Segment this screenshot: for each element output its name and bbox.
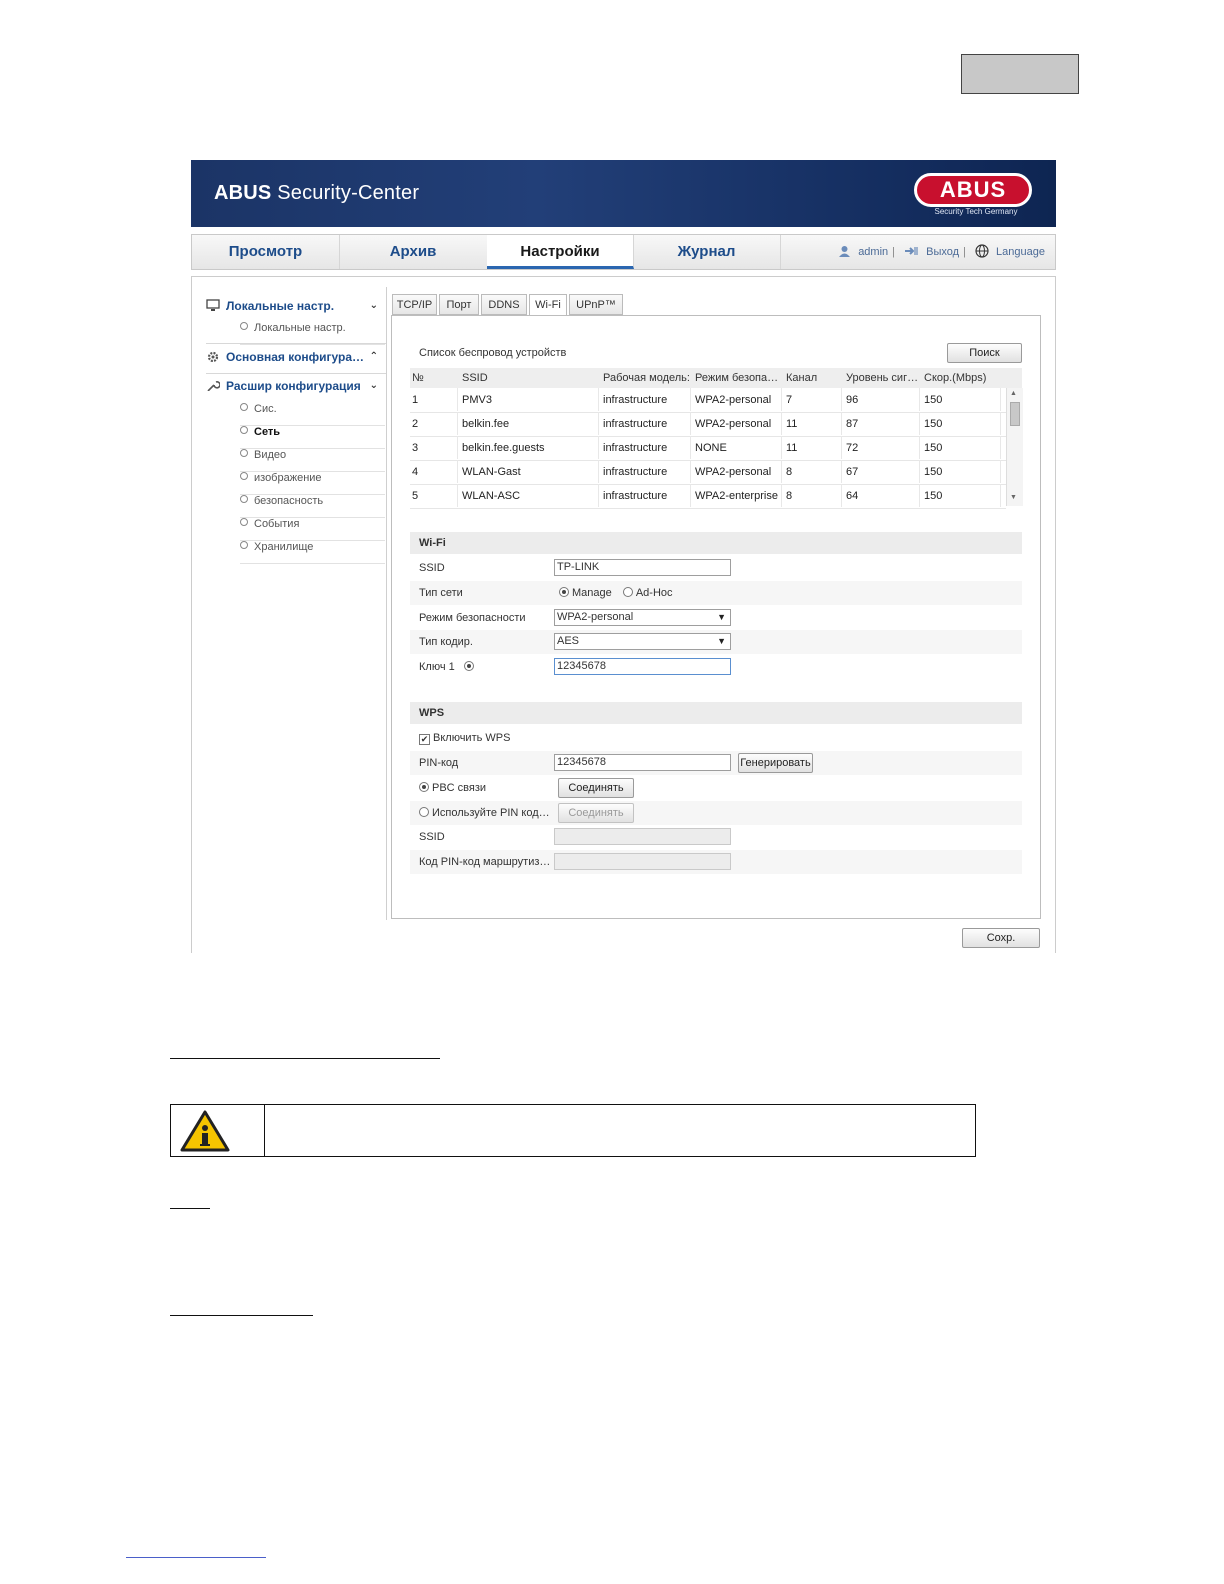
column-divider — [690, 412, 691, 435]
logout-icon — [904, 246, 919, 256]
column-divider — [690, 484, 691, 507]
network-type-row — [410, 581, 1022, 605]
column-divider — [457, 388, 458, 411]
column-divider — [457, 436, 458, 459]
table-cell: 8 — [786, 466, 793, 478]
wrench-icon — [206, 379, 220, 391]
globe-icon — [975, 244, 989, 258]
table-cell: 1 — [412, 394, 419, 406]
checkbox-checked-icon[interactable]: ✔ — [420, 734, 429, 744]
heading-underline — [170, 1208, 210, 1209]
user-area: admin | Выход | Language — [838, 235, 1045, 269]
column-divider — [781, 412, 782, 435]
chevron-up-icon[interactable]: ⌃ — [369, 351, 378, 362]
nav-tab-archive[interactable]: Архив — [339, 235, 488, 269]
wireless-list-scrollbar[interactable] — [1006, 388, 1023, 506]
sidebar-divider — [206, 373, 386, 374]
column-header[interactable]: Скор.(Mbps) — [924, 372, 987, 384]
table-row[interactable] — [410, 460, 1006, 485]
tab-upnp[interactable]: UPnP™ — [569, 294, 623, 315]
column-divider — [919, 412, 920, 435]
table-cell: 150 — [924, 466, 943, 478]
tab-port[interactable]: Порт — [439, 294, 479, 315]
router-pin-label: Код PIN-код маршрутиз… — [419, 856, 551, 868]
wps-section-header: WPS — [410, 702, 1022, 724]
column-header[interactable]: Канал — [786, 372, 818, 384]
column-divider — [1000, 388, 1001, 411]
column-divider — [841, 412, 842, 435]
table-row[interactable] — [410, 388, 1006, 413]
pbc-radio-group: PBC связи — [419, 782, 486, 794]
table-cell: 96 — [846, 394, 859, 406]
nav-tab-log[interactable]: Журнал — [633, 235, 781, 269]
column-divider — [781, 484, 782, 507]
wps-ssid-label: SSID — [419, 831, 445, 843]
wps-ssid-input[interactable] — [554, 828, 731, 845]
sidebar-item-video[interactable]: Видео — [240, 449, 385, 472]
router-pin-input[interactable] — [554, 853, 731, 870]
nav-tab-live[interactable]: Просмотр — [192, 235, 340, 269]
sidebar-item-events[interactable]: События — [240, 518, 385, 541]
radio-adhoc-label: Ad-Hoc — [635, 587, 673, 599]
radio-manage-label: Manage — [572, 587, 612, 599]
column-divider — [690, 460, 691, 483]
table-cell: infrastructure — [603, 442, 668, 454]
bullet-icon — [240, 495, 248, 503]
bullet-icon — [240, 518, 248, 526]
table-cell: 64 — [846, 490, 859, 502]
bullet-icon — [240, 449, 248, 457]
column-divider — [919, 484, 920, 507]
content-area — [191, 276, 1056, 953]
dropdown-arrow-icon: ▼ — [717, 636, 726, 646]
bullet-icon — [240, 426, 248, 434]
language-link[interactable]: Language — [996, 246, 1045, 258]
encryption-type-select[interactable]: AES ▼ — [554, 633, 731, 650]
table-cell: infrastructure — [603, 490, 668, 502]
page-label-box — [961, 54, 1079, 94]
app-screenshot — [191, 160, 1056, 953]
table-cell: 5 — [412, 490, 419, 502]
scroll-down-icon[interactable]: ▼ — [1010, 494, 1017, 501]
column-divider — [457, 412, 458, 435]
column-header[interactable]: Рабочая модель: — [603, 372, 690, 384]
tab-tcpip[interactable]: TCP/IP — [392, 294, 437, 315]
table-cell: infrastructure — [603, 466, 668, 478]
enable-wps-checkbox[interactable]: ✔ Включить WPS — [420, 732, 511, 744]
column-divider — [1000, 460, 1001, 483]
security-mode-row — [410, 606, 1022, 630]
chevron-down-icon[interactable]: ⌄ — [369, 380, 378, 391]
column-divider — [919, 460, 920, 483]
sidebar-item-image[interactable]: изображение — [240, 472, 385, 495]
sidebar-item-network[interactable]: Сеть — [240, 426, 385, 449]
pbc-row — [410, 776, 1022, 800]
column-divider — [598, 484, 599, 507]
sidebar-divider — [206, 343, 386, 344]
save-button[interactable]: Сохр. — [962, 928, 1040, 948]
monitor-icon — [206, 299, 220, 311]
main-nav — [191, 234, 1056, 270]
column-divider — [841, 436, 842, 459]
column-divider — [598, 436, 599, 459]
wireless-list-header — [410, 368, 1022, 388]
column-divider — [690, 436, 691, 459]
gear-icon — [206, 350, 220, 362]
table-row[interactable] — [410, 436, 1006, 461]
table-cell: 8 — [786, 490, 793, 502]
table-cell: WPA2-enterprise — [695, 490, 778, 502]
sidebar-item-local-settings[interactable]: Локальные настр. — [240, 322, 385, 345]
table-cell: NONE — [695, 442, 727, 454]
table-cell: 67 — [846, 466, 859, 478]
table-cell: 4 — [412, 466, 419, 478]
column-divider — [781, 436, 782, 459]
table-cell: PMV3 — [462, 394, 492, 406]
table-cell: belkin.fee — [462, 418, 510, 430]
sidebar-section-basic[interactable]: Основная конфигура… ⌃ — [206, 350, 384, 372]
use-pin-radio[interactable] — [419, 807, 429, 817]
pin-label: PIN-код — [419, 757, 459, 769]
table-cell: WPA2-personal — [695, 418, 772, 430]
column-divider — [598, 460, 599, 483]
table-cell: belkin.fee.guests — [462, 442, 545, 454]
column-divider — [1000, 412, 1001, 435]
network-type-label: Тип сети — [419, 587, 463, 599]
table-cell: WLAN-Gast — [462, 466, 521, 478]
ssid-input[interactable]: TP-LINK — [554, 559, 731, 576]
username-link[interactable]: admin — [858, 246, 889, 258]
table-cell: 2 — [412, 418, 419, 430]
bullet-icon — [240, 472, 248, 480]
chevron-down-icon[interactable]: ⌄ — [369, 300, 378, 311]
scrollbar-thumb[interactable] — [1010, 402, 1020, 426]
pin-connect-button[interactable]: Соединять — [558, 803, 634, 823]
heading-underline — [170, 1058, 440, 1059]
pin-row — [410, 751, 1022, 775]
column-divider — [919, 436, 920, 459]
table-cell: WPA2-personal — [695, 466, 772, 478]
table-cell: 150 — [924, 418, 943, 430]
table-cell: 150 — [924, 394, 943, 406]
column-divider — [598, 388, 599, 411]
bullet-icon — [240, 541, 248, 549]
user-icon — [838, 245, 851, 257]
column-divider — [841, 460, 842, 483]
logout-link[interactable]: Выход — [926, 246, 960, 258]
key-label: Ключ 1 — [419, 661, 477, 673]
column-divider — [919, 388, 920, 411]
sidebar-item-system[interactable]: Сис. — [240, 403, 385, 426]
info-box-divider — [264, 1105, 265, 1156]
sidebar-item-storage[interactable]: Хранилище — [240, 541, 385, 564]
column-divider — [841, 388, 842, 411]
use-pin-radio-group: Используйте PIN код… — [419, 807, 550, 819]
abus-logo: ABUS — [914, 173, 1032, 207]
table-cell: 150 — [924, 442, 943, 454]
sidebar-item-security[interactable]: безопасность — [240, 495, 385, 518]
enable-wps-row — [410, 726, 1022, 750]
pbc-connect-button[interactable]: Соединять — [558, 778, 634, 798]
security-mode-select[interactable]: WPA2-personal ▼ — [554, 609, 731, 626]
table-cell: WLAN-ASC — [462, 490, 521, 502]
search-button[interactable]: Поиск — [947, 343, 1022, 363]
wps-ssid-row — [410, 825, 1022, 849]
table-cell: 150 — [924, 490, 943, 502]
footer-link-underline — [126, 1557, 266, 1558]
generate-button[interactable]: Генерировать — [738, 753, 813, 773]
column-header[interactable]: SSID — [462, 372, 488, 384]
table-cell: 11 — [786, 442, 798, 454]
ssid-label: SSID — [419, 562, 445, 574]
app-title: ABUS Security-Center — [214, 182, 420, 204]
nav-tab-settings[interactable]: Настройки — [487, 235, 634, 269]
table-cell: 11 — [786, 418, 798, 430]
pbc-radio[interactable] — [419, 782, 429, 792]
column-header[interactable]: Уровень сиг… — [846, 372, 919, 384]
column-divider — [841, 484, 842, 507]
pin-input[interactable]: 12345678 — [554, 754, 731, 771]
key-input[interactable]: 12345678 — [554, 658, 731, 675]
dropdown-arrow-icon: ▼ — [717, 612, 726, 622]
use-pin-row — [410, 801, 1022, 825]
table-cell: infrastructure — [603, 394, 668, 406]
table-cell: 7 — [786, 394, 793, 406]
wireless-list-title: Список беспровод устройств — [419, 347, 567, 359]
radio-adhoc[interactable] — [623, 587, 633, 597]
router-pin-row — [410, 850, 1022, 874]
info-box — [170, 1104, 976, 1157]
bullet-icon — [240, 403, 248, 411]
table-cell: infrastructure — [603, 418, 668, 430]
wifi-section-header: Wi-Fi — [410, 532, 1022, 554]
column-divider — [598, 412, 599, 435]
wifi-panel — [391, 315, 1041, 919]
table-row[interactable] — [410, 484, 1006, 509]
table-cell: WPA2-personal — [695, 394, 772, 406]
ssid-row — [410, 556, 1022, 580]
column-divider — [781, 460, 782, 483]
column-divider — [457, 484, 458, 507]
table-cell: 72 — [846, 442, 859, 454]
table-row[interactable] — [410, 412, 1006, 437]
info-warning-icon — [179, 1109, 231, 1153]
encryption-type-label: Тип кодир. — [419, 636, 473, 648]
logo-tagline: Security Tech Germany — [934, 207, 1018, 216]
radio-manage[interactable] — [559, 587, 569, 597]
header-banner — [191, 160, 1056, 227]
sidebar-section-local[interactable]: Локальные настр. ⌄ — [206, 299, 384, 321]
key-row — [410, 655, 1022, 679]
column-divider — [457, 460, 458, 483]
column-divider — [781, 388, 782, 411]
tab-wifi[interactable]: Wi-Fi — [529, 294, 567, 316]
bullet-icon — [240, 322, 248, 330]
key-radio[interactable] — [464, 661, 474, 671]
security-mode-label: Режим безопасности — [419, 612, 526, 624]
sidebar-section-advanced[interactable]: Расшир конфигурация ⌄ — [206, 379, 384, 401]
network-type-options — [559, 587, 673, 599]
column-header[interactable]: № — [412, 372, 424, 384]
tab-ddns[interactable]: DDNS — [481, 294, 527, 315]
scroll-up-icon[interactable]: ▲ — [1010, 390, 1017, 397]
heading-underline — [170, 1315, 313, 1316]
column-divider — [690, 388, 691, 411]
column-divider — [1000, 484, 1001, 507]
column-header[interactable]: Режим безопа… — [695, 372, 779, 384]
encryption-type-row — [410, 630, 1022, 654]
table-cell: 87 — [846, 418, 859, 430]
table-cell: 3 — [412, 442, 419, 454]
sidebar-divider-vertical — [386, 287, 387, 920]
column-divider — [1000, 436, 1001, 459]
